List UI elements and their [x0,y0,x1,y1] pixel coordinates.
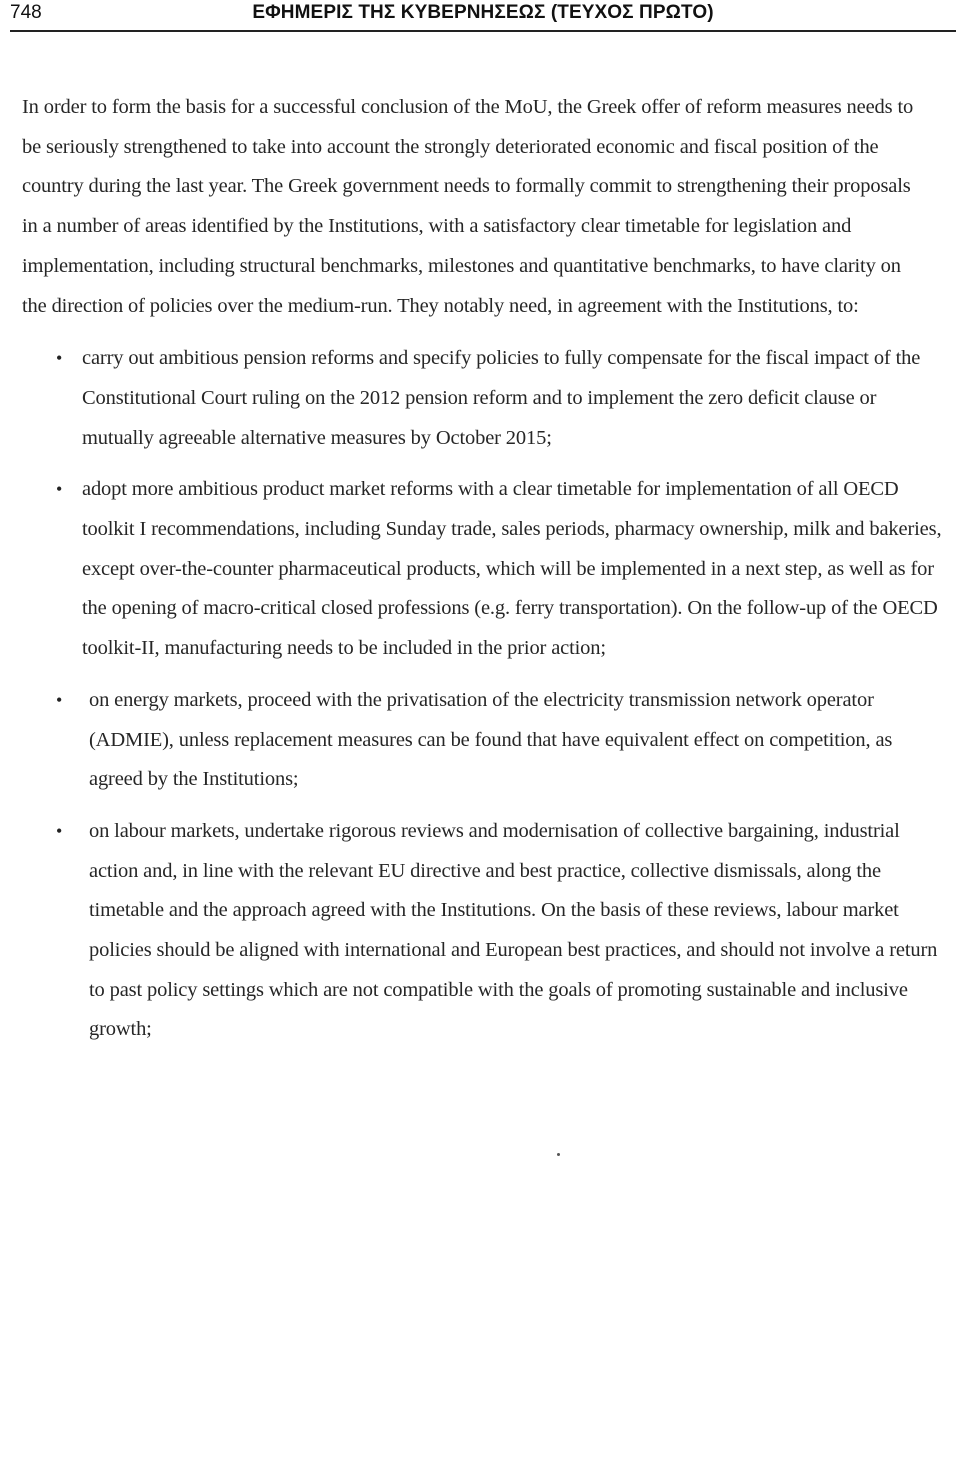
document-body [22,88,942,1050]
bullet-icon: • [56,820,63,841]
measure-text-product-markets: adopt more ambitious product market reforms with a clear timetable for implementation of all OECD toolkit I recommendations, including Sunday trade, sales periods, pharmacy ownership, milk and bakeries, except over-the-counter pharmaceutical products, which will be implemented in a next step, as well as for the opening of macro-critical closed professions (e.g. ferry transportation). On the follow-up of the OECD toolkit-II, manufacturing needs to be included in the prior action; [82,478,942,660]
page-header [10,0,956,32]
bullet-icon: • [56,348,63,369]
bullet-icon: • [56,689,63,710]
measure-text-labour-markets: on labour markets, undertake rigorous reviews and modernisation of collective bargaining, industrial action and, in line with the relevant EU directive and best practice, collective dismissals, along the timetable and the approach agreed with the Institutions. On the basis of these reviews, labour market policies should be aligned with international and European best practices, and should not involve a return to past policy settings which are not compatible with the goals of promoting sustainable and inclusive growth; [89,819,938,1041]
measure-text-pensions: carry out ambitious pension reforms and specify policies to fully compensate for the fiscal impact of the Constitutional Court ruling on the 2012 pension reform and to implement the zero deficit clause or mutually agreeable alternative measures by October 2015; [82,347,921,449]
list-item [22,339,942,458]
measure-text-energy-markets: on energy markets, proceed with the privatisation of the electricity transmission network operator (ADMIE), unless replacement measures can be found that have equivalent effect on competition, as agreed by the Institutions; [89,688,893,791]
list-item [22,681,942,800]
intro-paragraph: In order to form the basis for a successful conclusion of the MoU, the Greek offer of reform measures needs to be seriously strengthened to take into account the strongly deteriorated economic and fiscal position of the country during the last year. The Greek government needs to formally commit to strengthening their proposals in a number of areas identified by the Institutions, with a satisfactory clear timetable for legislation and implementation, including structural benchmarks, milestones and quantitative benchmarks, to have clarity on the direction of policies over the medium-run. They notably need, in agreement with the Institutions, to: [22,96,914,317]
journal-title: ΕΦΗΜΕΡΙΣ ΤΗΣ ΚΥΒΕΡΝΗΣΕΩΣ (ΤΕΥΧΟΣ ΠΡΩΤΟ) [252,2,714,23]
list-item [22,470,942,669]
page-number: 748 [10,2,42,23]
measures-list [22,339,942,1050]
list-item [22,812,942,1050]
bullet-icon: • [56,479,63,500]
scan-speck [557,1153,560,1156]
